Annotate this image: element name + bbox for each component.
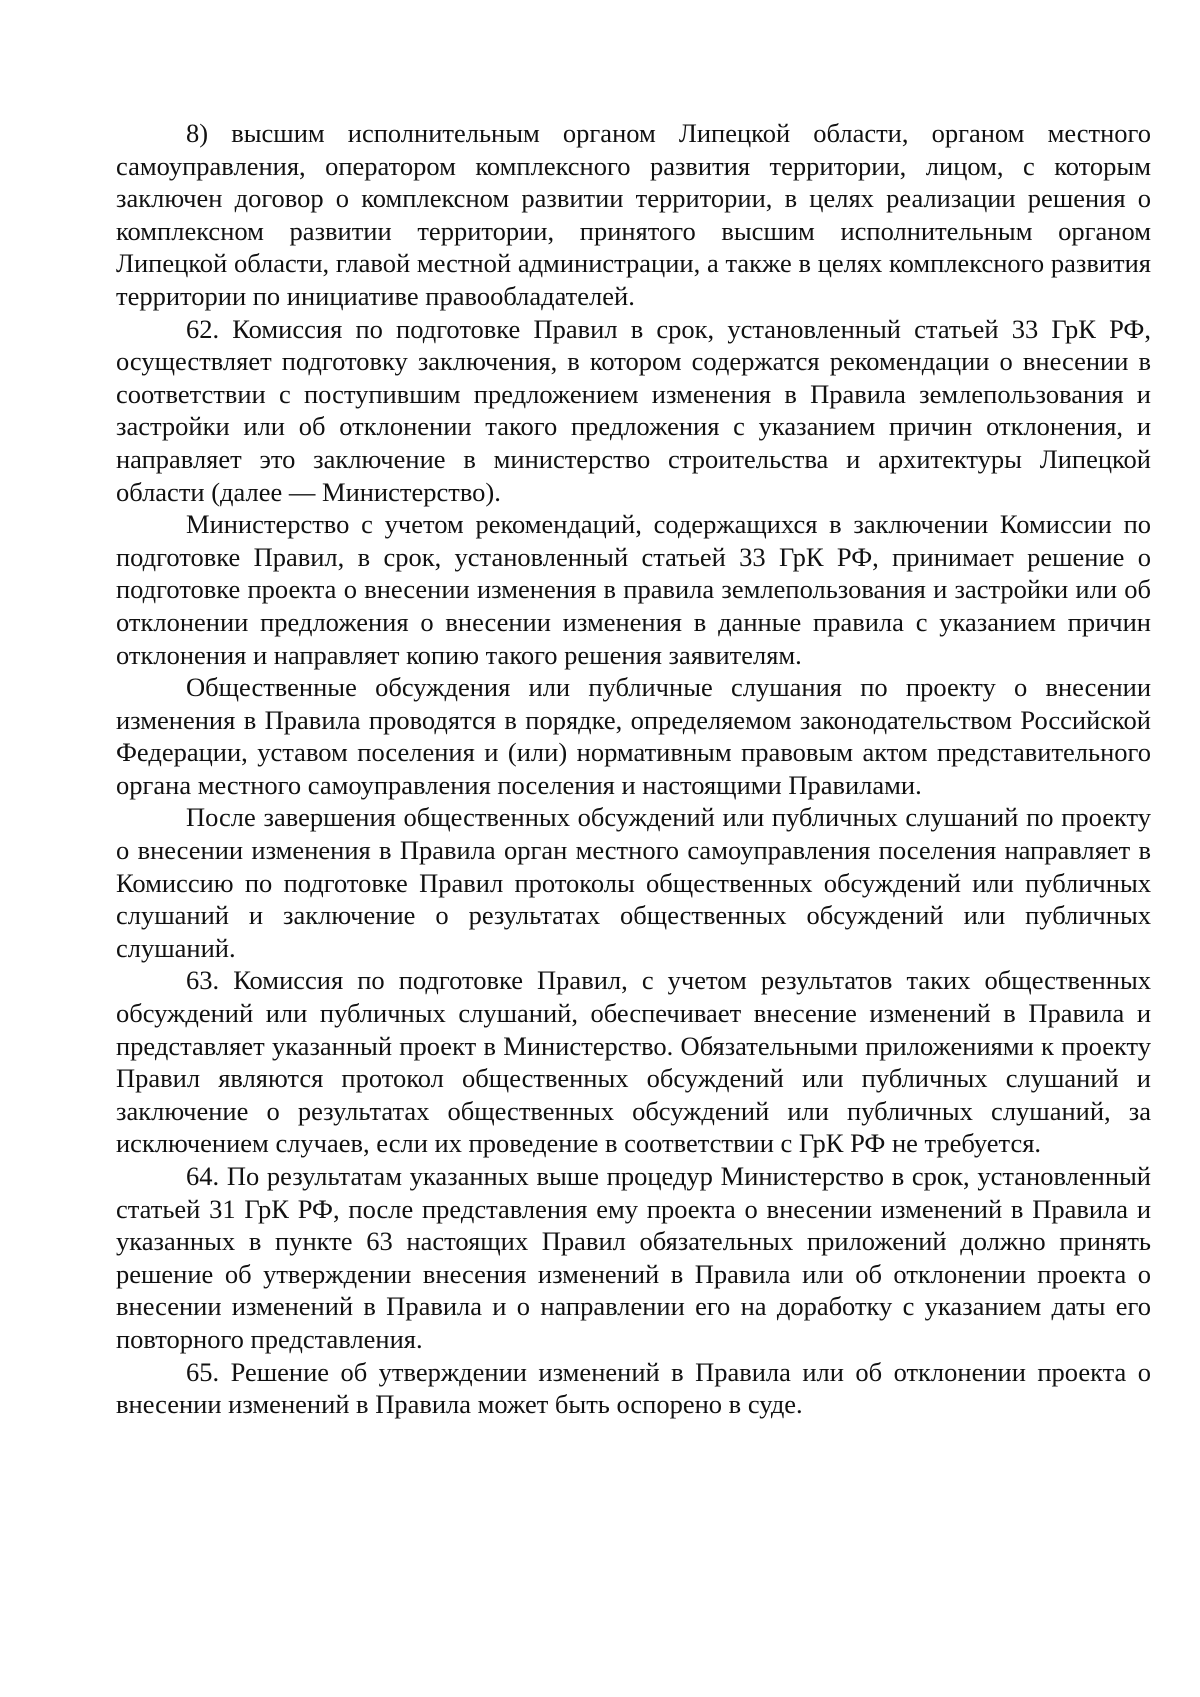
document-body bbox=[116, 117, 1151, 1421]
paragraph-ministry-decision: Министерство с учетом рекомендаций, содержащихся в заключении Комиссии по подготовке Правил, в срок, установленный статьей 33 ГрК РФ, принимает решение о подготовке проекта о внесении изменения в правила землепользования и застройки или об отклонении предложения о внесении изменения в данные правила с указанием причин отклонения и направляет копию такого решения заявителям. bbox=[116, 509, 1151, 670]
paragraph-public-hearings: Общественные обсуждения или публичные слушания по проекту о внесении изменения в Правила проводятся в порядке, определяемом законодательством Российской Федерации, уставом поселения и (или) нормативным правовым актом представительного органа местного самоуправления поселения и настоящими Правилами. bbox=[116, 672, 1151, 800]
paragraph-62: 62. Комиссия по подготовке Правил в срок, установленный статьей 33 ГрК РФ, осуществляет подготовку заключения, в котором содержатся рекомендации о внесении в соответствии с поступившим предложением изменения в Правила землепользования и застройки или об отклонении такого предложения с указанием причин отклонения, и направляет это заключение в министерство строительства и архитектуры Липецкой области (далее — Министерство). bbox=[116, 313, 1151, 507]
paragraph-63: 63. Комиссия по подготовке Правил, с учетом результатов таких общественных обсуждений или публичных слушаний, обеспечивает внесение изменений в Правила и представляет указанный проект в Министерство. Обязательными приложениями к проекту Правил являются протокол общественных обсуждений или публичных слушаний и заключение о результатах общественных обсуждений или публичных слушаний, за исключением случаев, если их проведение в соответствии с ГрК РФ не требуется. bbox=[116, 965, 1151, 1159]
paragraph-65: 65. Решение об утверждении изменений в Правила или об отклонении проекта о внесении изменений в Правила может быть оспорено в суде. bbox=[116, 1356, 1151, 1420]
paragraph-item-8: 8) высшим исполнительным органом Липецкой области, органом местного самоуправления, оператором комплексного развития территории, лицом, с которым заключен договор о комплексном развитии территории, в целях реализации решения о комплексном развитии территории, принятого высшим исполнительным органом Липецкой области, главой местной администрации, а также в целях комплексного развития территории по инициативе правообладателей. bbox=[116, 118, 1151, 311]
paragraph-after-hearings: После завершения общественных обсуждений или публичных слушаний по проекту о внесении изменения в Правила орган местного самоуправления поселения направляет в Комиссию по подготовке Правил протоколы общественных обсуждений или публичных слушаний и заключение о результатах общественных обсуждений или публичных слушаний. bbox=[116, 802, 1151, 963]
paragraph-64: 64. По результатам указанных выше процедур Министерство в срок, установленный статьей 31 ГрК РФ, после представления ему проекта о внесении изменений в Правила и указанных в пункте 63 настоящих Правил обязательных приложений должно принять решение об утверждении внесения изменений в Правила или об отклонении проекта о внесении изменений в Правила и о направлении его на доработку с указанием даты его повторного представления. bbox=[116, 1161, 1151, 1354]
